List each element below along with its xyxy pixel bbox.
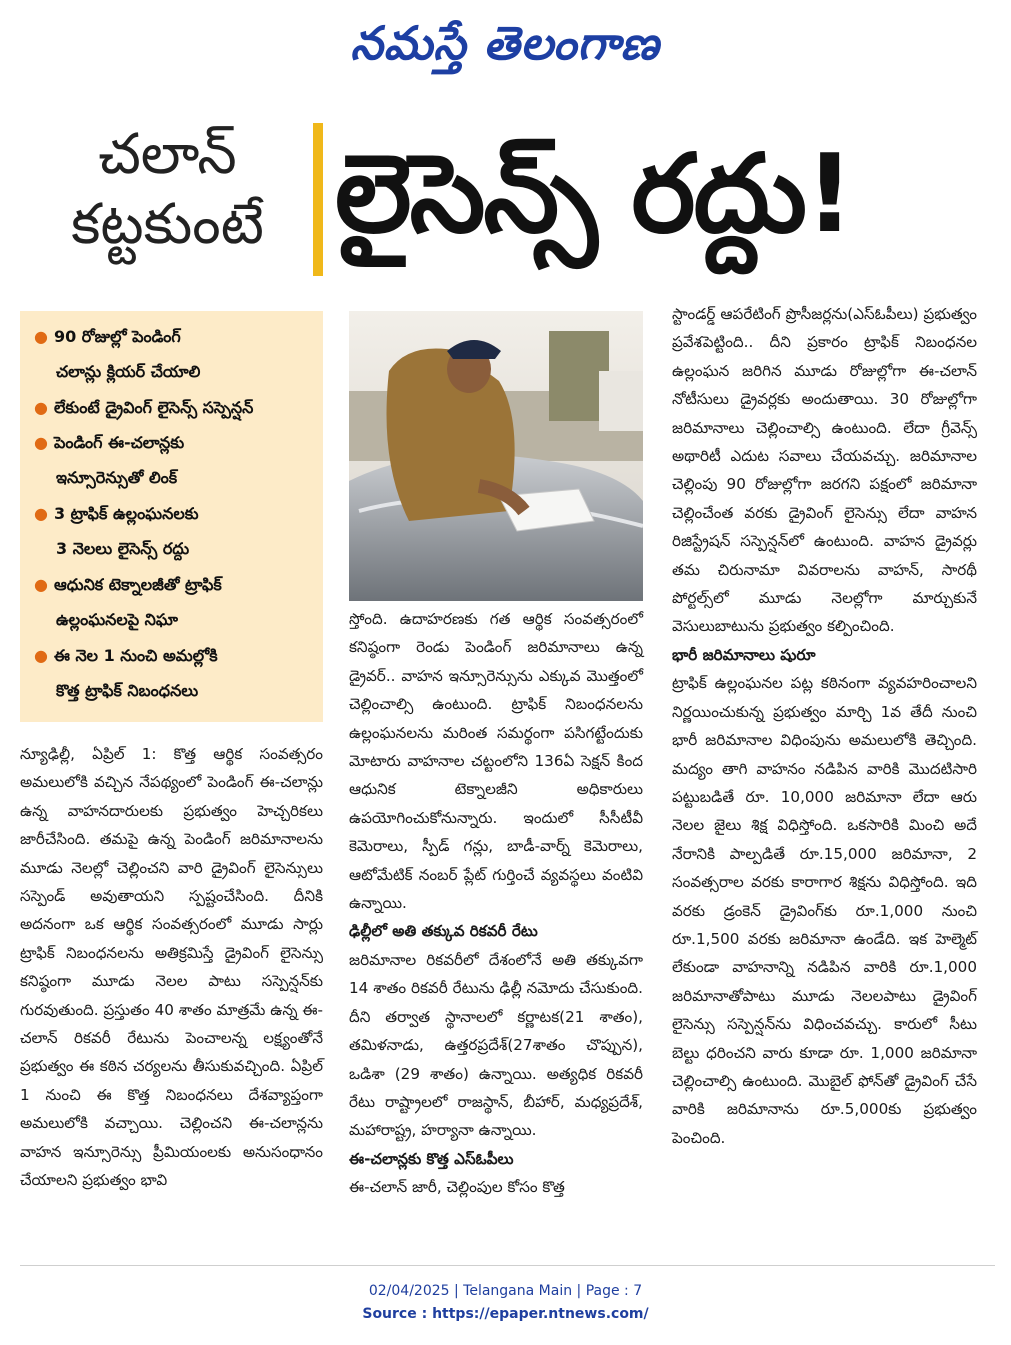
highlight-text: 3 నెలలు లైసెన్స్ రద్దు (56, 539, 190, 558)
bullet-icon: ● (34, 646, 48, 665)
subheading: ఢిల్లీలో అతి తక్కువ రికవరీ రేటు (349, 922, 538, 941)
bullet-icon: ● (34, 433, 48, 452)
kicker-line-1: చలాన్ (98, 122, 237, 187)
headline: లైసెన్స్ రద్దు! (335, 132, 853, 257)
highlight-text: ఈ నెల 1 నుంచి అమల్లోకి (53, 646, 218, 665)
highlight-text: కొత్త ట్రాఫిక్ నిబంధనలు (56, 681, 199, 700)
article-paragraph: స్తోంది. ఉదాహరణకు గత ఆర్థిక సంవత్సరంలో కనిష్ఠంగా రెండు పెండింగ్ జరిమానాలు ఉన్న డ్రైవర్.. వాహన ఇన్సూరెన్సును ఎక్కువ మొత్తంలో చెల్లించాల్సి ఉంటుంది. ట్రాఫిక్ నిబంధనలను ఉల్లంఘనలను మరింత సమర్థంగా పసిగట్టేందుకు మోటారు వాహనాల చట్టంలోని 136ఏ సెక్షన్ కింద ఆధునిక టెక్నాలజీని అధికారులు ఉపయోగించుకోనున్నారు. ఇందులో సీసీటీవీ కెమెరాలు, స్పీడ్ గన్లు, బాడీ-వార్న్ కెమెరాలు, ఆటోమేటిక్ నంబర్ ప్లేట్ గుర్తించే వ్యవస్థలు వంటివి ఉన్నాయి. (349, 610, 643, 913)
kicker-line-2: కట్టకుంటే (71, 192, 264, 257)
highlight-item (34, 319, 319, 389)
bullet-icon: ● (34, 575, 48, 594)
masthead-logo: నమస్తే తెలంగాణ (350, 16, 660, 70)
highlight-item (34, 390, 319, 425)
article-paragraph: జరిమానాల రికవరీలో దేశంలోనే అతి తక్కువగా 14 శాతం రికవరీ రేటును ఢిల్లీ నమోదు చేసుకుంది. దీని తర్వాత స్థానాలలో కర్ణాటక(21 శాతం), తమిళనాడు, ఉత్తరప్రదేశ్(27శాతం చొప్పున), ఒడిశా (29 శాతం) ఉన్నాయి. అత్యధిక రికవరీ రేటు రాష్ట్రాలలో రాజస్థాన్, బీహార్, మధ్యప్రదేశ్, మహారాష్ట్ర, హర్యానా ఉన్నాయి. (349, 950, 643, 1140)
subheading: ఈ-చలాన్లకు కొత్త ఎస్‌ఓపీలు (349, 1149, 514, 1168)
highlight-text: ఇన్సూరెన్సుతో లింక్ (56, 468, 178, 487)
article-column-2 (349, 605, 643, 1202)
article-column-1 (20, 740, 323, 1195)
article-paragraph: ఈ-చలాన్ జారీ, చెల్లింపుల కోసం కొత్త (349, 1178, 565, 1197)
article-column-3 (672, 300, 977, 1152)
highlight-text: ఉల్లంఘనలపై నిఘా (56, 610, 178, 629)
highlight-text: 3 ట్రాఫిక్ ఉల్లంఘనలకు (53, 504, 199, 523)
police-officer-photo (349, 311, 643, 601)
footer-date-line: 02/04/2025 | Telangana Main | Page : 7 (368, 1283, 643, 1299)
news-photo (349, 311, 643, 601)
highlight-text: ఆధునిక టెక్నాలజీతో ట్రాఫిక్ (53, 575, 222, 594)
highlight-text: పెండింగ్ ఈ-చలాన్లకు (53, 433, 185, 452)
bullet-icon: ● (34, 398, 48, 417)
kicker (30, 120, 305, 260)
highlights-box (20, 311, 323, 722)
highlight-text: 90 రోజుల్లో పెండింగ్ (53, 327, 181, 346)
footer-divider (20, 1265, 995, 1266)
highlight-item (34, 567, 319, 637)
bullet-icon: ● (34, 327, 48, 346)
highlight-item (34, 638, 319, 708)
article-paragraph: ట్రాఫిక్ ఉల్లంఘనల పట్ల కఠినంగా వ్యవహరించాలని నిర్ణయించుకున్న ప్రభుత్వం మార్చి 1వ తేదీ నుంచి భారీ జరిమానాల విధింపును అమలులోకి తెచ్చింది. మద్యం తాగి వాహనం నడిపిన వారికి మొదటిసారి పట్టుబడితే రూ. 10,000 జరిమానా లేదా ఆరు నెలల జైలు శిక్ష విధిస్తోంది. ఒకసారికి మించి అదే నేరానికి పాల్పడితే రూ.15,000 జరిమానా, 2 సంవత్సరాల వరకు కారాగార శిక్షను విధిస్తోంది. ఇది వరకు డ్రంకెన్ డ్రైవింగ్‌కు రూ.1,000 నుంచి రూ.1,500 వరకు జరిమానా ఉండేది. ఇక హెల్మెట్ లేకుండా వాహనాన్ని నడిపిన వారికి రూ.1,000 జరిమానాతోపాటు మూడు నెలలపాటు డ్రైవింగ్ లైసెన్సు సస్పెన్షన్‌ను విధించవచ్చు. కారులో సీటు బెల్టు ధరించని వారు కూడా రూ. 1,000 జరిమానా చెల్లించాల్సి ఉంటుంది. మొబైల్ ఫోన్‌తో డ్రైవింగ్ చేసే వారికి జరిమానాను రూ.5,000కు ప్రభుత్వం పెంచింది. (672, 674, 977, 1147)
highlight-item (34, 496, 319, 566)
highlight-text: చలాన్లు క్లియర్ చేయాలి (56, 362, 201, 381)
bullet-icon: ● (34, 504, 48, 523)
article-paragraph: న్యూఢిల్లీ, ఏప్రిల్ 1: కొత్త ఆర్థిక సంవత్సరం అమలులోకి వచ్చిన నేపథ్యంలో పెండింగ్ ఈ-చలాన్లు ఉన్న వాహనదారులకు ప్రభుత్వం హెచ్చరికలు జారీచేసింది. తమపై ఉన్న పెండింగ్ జరిమానాలను మూడు నెలల్లో చెల్లించని వారి డ్రైవింగ్ లైసెన్సులు సస్పెండ్ అవుతాయని స్పష్టంచేసింది. దీనికి అదనంగా ఒక ఆర్థిక సంవత్సరంలో మూడు సార్లు ట్రాఫిక్ నిబంధనలను అతిక్రమిస్తే డ్రైవింగ్ లైసెన్సు కనిష్ఠంగా మూడు నెలల పాటు సస్పెన్షన్‌కు గురవుతుంది. ప్రస్తుతం 40 శాతం మాత్రమే ఉన్న ఈ-చలాన్ రికవరీ రేటును పెంచాలన్న లక్ష్యంతోనే ప్రభుత్వం ఈ కఠిన చర్యలను తీసుకువచ్చింది. ఏప్రిల్ 1 నుంచి ఈ కొత్త నిబంధనలు దేశవ్యాప్తంగా అమలులోకి వచ్చాయి. చెల్లించని ఈ-చలాన్లను వాహన ఇన్సూరెన్సు ప్రీమియంలకు అనుసంధానం చేయాలని ప్రభుత్వం భావి (20, 745, 323, 1190)
subheading: భారీ జరిమానాలు షురూ (672, 645, 816, 664)
article-paragraph: స్టాండర్డ్ ఆపరేటింగ్ ప్రొసీజర్లను(ఎస్‌ఓపీలు) ప్రభుత్వం ప్రవేశపెట్టింది.. దీని ప్రకారం ట్రాఫిక్ నిబంధనల ఉల్లంఘన జరిగిన మూడు రోజుల్లోగా ఈ-చలాన్ నోటీసులు డ్రైవర్లకు అందుతాయి. 30 రోజుల్లోగా జరిమానాలు చెల్లించాల్సి ఉంటుంది. లేదా గ్రీవెన్స్ అథారిటీ ఎదుట సవాలు చేయవచ్చు. జరిమానాల చెల్లింపు 90 రోజుల్లోగా జరగని పక్షంలో జరిమానా చెల్లించేంత వరకు డ్రైవింగ్ లైసెన్సు లేదా వాహన రిజిస్ట్రేషన్ సస్పెన్షన్‌లో ఉంటుంది. వాహన డ్రైవర్లు తమ చిరునామా వివరాలను వాహన్, సారథీ పోర్టల్స్‌లో మూడు నెలల్లోగా మార్చుకునే వెసులుబాటును ప్రభుత్వం కల్పించింది. (672, 305, 977, 636)
highlight-item (34, 425, 319, 495)
highlight-text: లేకుంటే డ్రైవింగ్ లైసెన్స్ సస్పెన్షన్ (53, 398, 254, 417)
footer-source-link[interactable]: Source : https://epaper.ntnews.com/ (362, 1306, 649, 1322)
divider-bar (313, 123, 323, 276)
